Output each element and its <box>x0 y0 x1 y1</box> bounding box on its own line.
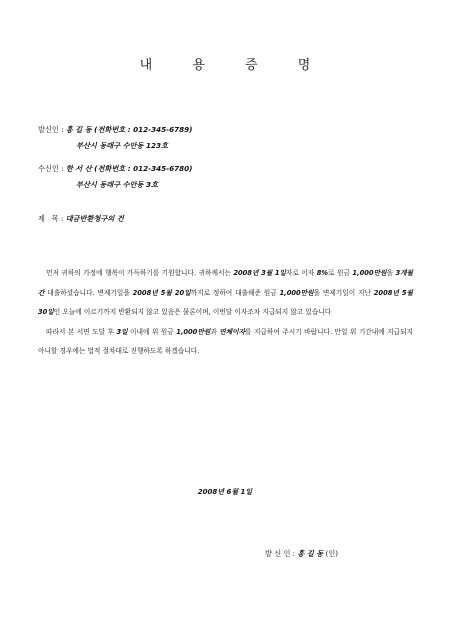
body-text: 따라서 본 서면 도달 후 <box>46 327 117 336</box>
signature-label: 발 신 인 : <box>265 549 298 558</box>
sender-block <box>38 122 192 154</box>
sender-phone: (전화번호 : 012-345-6789) <box>91 125 193 134</box>
loan-date: 2008년 3월 1일 <box>233 269 286 277</box>
body-text: 먼저 귀하의 가정에 행복이 가득하기를 기원합니다. 귀하께서는 <box>46 269 234 277</box>
body-text: 을 <box>386 269 396 277</box>
body-text: 자로 이자 <box>285 269 317 277</box>
document-title: 내 용 증 명 <box>139 58 329 73</box>
sender-address: 부산시 동래구 수안동 123호 <box>76 141 168 150</box>
body-text: 까지로 정하여 대출해준 원금 <box>190 288 280 297</box>
subject-label: 제 목 : <box>38 214 66 223</box>
overdue-interest: 연체이자 <box>219 327 246 336</box>
body-text: 로 원금 <box>328 269 353 277</box>
body-text: 과 <box>210 327 220 336</box>
principal-amount: 1,000만원 <box>279 288 314 297</box>
subject-block <box>38 211 124 227</box>
signature-seal: (인) <box>323 549 339 558</box>
receiver-phone: (전화번호 : 012-345-6780) <box>91 164 193 173</box>
signature-line <box>265 549 338 559</box>
body-text: 대출하셨습니다. 변제기일을 <box>44 288 133 297</box>
signature-name: 홍 길 동 <box>297 549 324 558</box>
principal-amount: 1,000만원 <box>352 269 387 277</box>
subject-value: 대금반환청구의 건 <box>65 214 124 223</box>
deadline-days: 3일 <box>116 327 128 336</box>
receiver-label: 수신인 : <box>38 164 66 173</box>
body-text: 이내에 위 원금 <box>127 327 177 336</box>
body-paragraph-2 <box>38 323 413 362</box>
subject-line <box>38 211 124 227</box>
letter-body <box>38 264 413 362</box>
principal-amount: 1,000만원 <box>176 327 211 336</box>
body-text: 인 오늘에 이르기까지 반환되지 않고 있음은 물론이며, 이번달 이자조차 지급되지 않고 있습니다 <box>53 308 332 316</box>
receiver-address: 부산시 동래구 수안동 3호 <box>76 180 158 189</box>
interest-rate: 8% <box>316 269 329 277</box>
body-text: 을 변제기일이 지난 <box>313 288 374 297</box>
receiver-name: 한 서 산 <box>65 164 92 173</box>
receiver-line <box>38 161 192 177</box>
due-date: 2008년 5월 20일 <box>132 288 191 297</box>
sender-line <box>38 122 192 138</box>
body-paragraph-1 <box>38 264 413 323</box>
body-text: 를 지급하여 주시기 바랍니다. 만일 위 기간내에 지급되지 아니할 경우에는 법적 절차대로 진행하도록 하겠습니다. <box>38 327 413 355</box>
document-date: 2008년 6월 1일 <box>197 488 253 496</box>
receiver-block <box>38 161 192 193</box>
sender-name: 홍 길 동 <box>65 125 92 134</box>
loan-term: 3개월간 <box>38 269 414 297</box>
current-date: 2008년 5월 30일 <box>38 288 414 316</box>
sender-label: 발신인 : <box>38 125 66 134</box>
